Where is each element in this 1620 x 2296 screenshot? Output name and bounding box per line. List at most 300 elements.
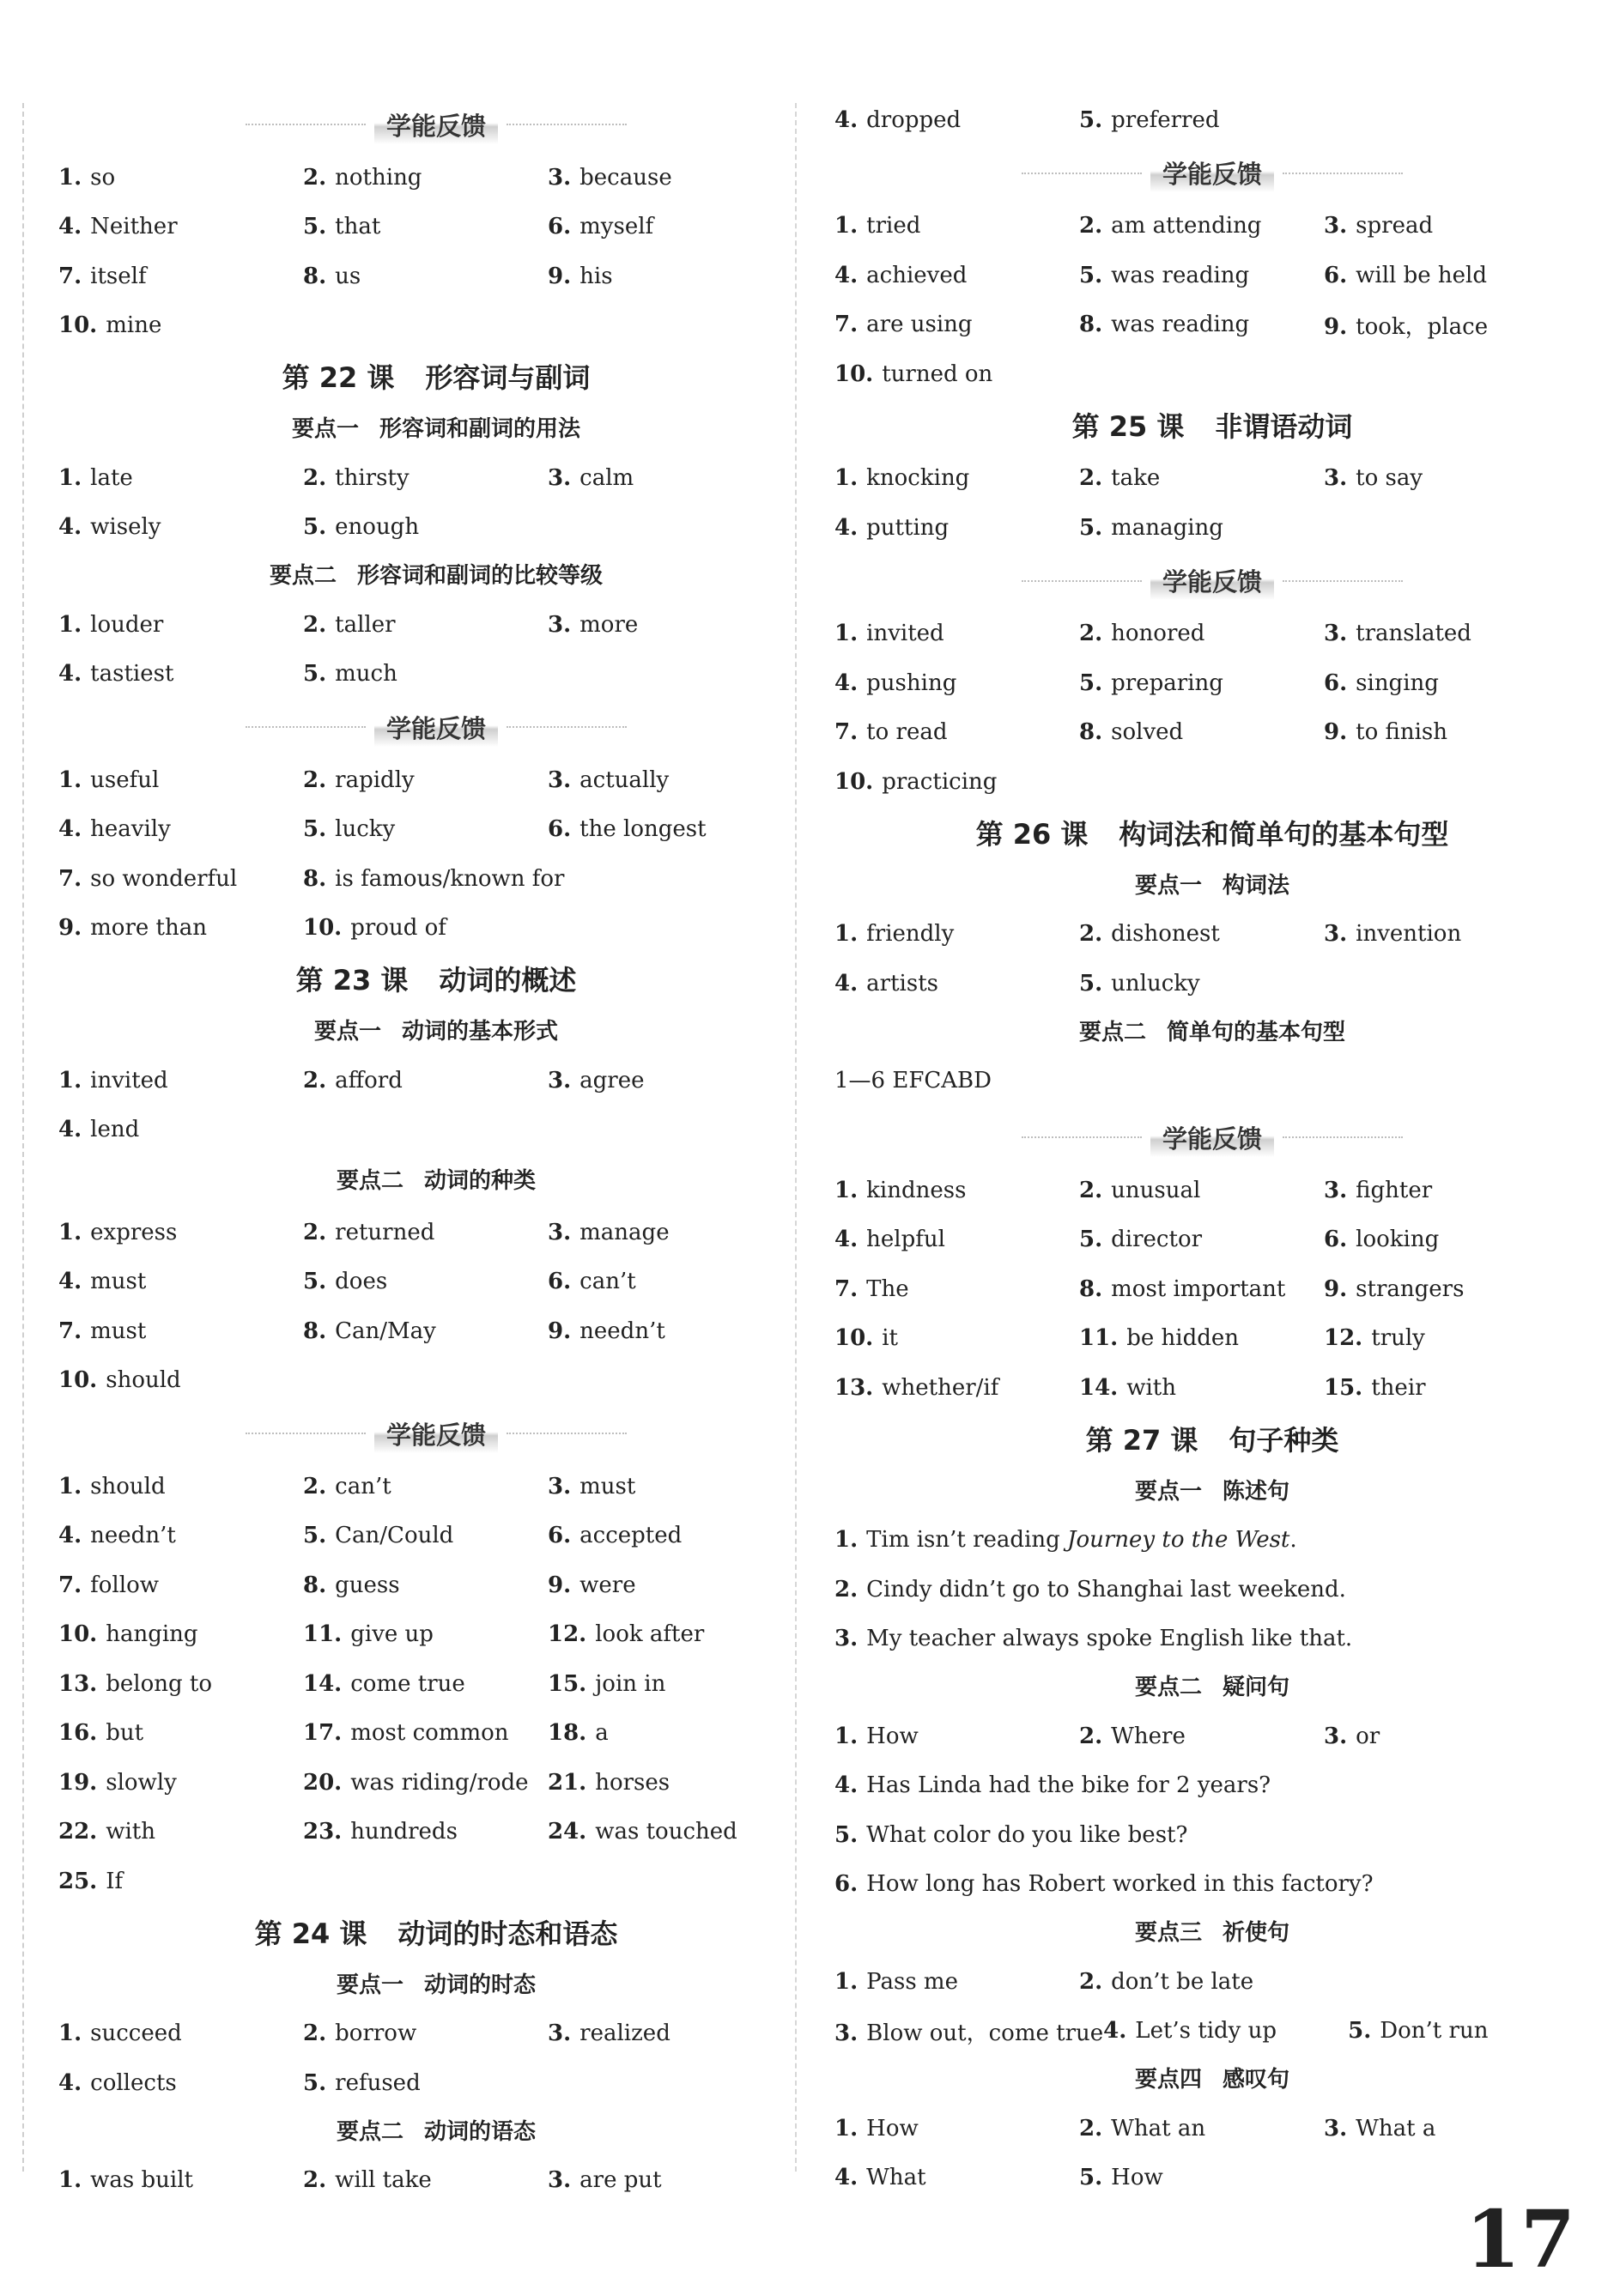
answer-item bbox=[548, 2167, 792, 2193]
answer-row bbox=[58, 805, 814, 855]
answer-text: Blow out，come true bbox=[866, 2020, 1104, 2046]
answer-item bbox=[1324, 213, 1568, 239]
keypoint-title bbox=[834, 1909, 1590, 1957]
answer-number: 9. bbox=[548, 1572, 572, 1598]
answer-item bbox=[1079, 2165, 1324, 2190]
sentence-end: . bbox=[1289, 1527, 1297, 1554]
answer-number: 1. bbox=[834, 213, 859, 239]
answer-text: slowly bbox=[106, 1769, 177, 1796]
answer-item bbox=[58, 1770, 303, 1796]
feedback-label: 学能反馈 bbox=[374, 106, 498, 144]
answer-row bbox=[58, 1056, 814, 1106]
answer-row bbox=[834, 959, 1590, 1009]
answer-number: 2. bbox=[834, 1576, 859, 1602]
answer-text: with bbox=[106, 1819, 155, 1845]
answer-item bbox=[834, 621, 1079, 646]
answer-text: rapidly bbox=[335, 766, 415, 793]
answer-item bbox=[834, 1724, 1079, 1749]
answer-number: 5. bbox=[1079, 970, 1103, 997]
answer-number: 4. bbox=[834, 1227, 859, 1253]
answer-number: 8. bbox=[303, 263, 327, 289]
keypoint-number: 要点二 bbox=[336, 1168, 403, 1194]
answer-item bbox=[1324, 1325, 1568, 1351]
answer-text: more than bbox=[90, 915, 207, 942]
answer-number: 2. bbox=[1079, 1968, 1103, 1995]
lesson-name: 形容词与副词 bbox=[425, 361, 591, 394]
answer-text: What an bbox=[1111, 2115, 1206, 2142]
answer-list bbox=[834, 609, 1590, 807]
answer-item bbox=[303, 1523, 548, 1548]
answer-number: 5. bbox=[1079, 262, 1103, 288]
answer-number: 4. bbox=[58, 214, 82, 240]
answer-item bbox=[834, 1276, 1079, 1302]
answer-text: to finish bbox=[1356, 719, 1448, 746]
answer-text: Pass me bbox=[866, 1968, 958, 1995]
answer-text: were bbox=[579, 1572, 636, 1598]
answer-text: am attending bbox=[1111, 213, 1262, 239]
answer-text: friendly bbox=[866, 921, 955, 948]
answer-item bbox=[1079, 621, 1324, 646]
keypoint-title bbox=[58, 1154, 814, 1208]
answer-number: 2. bbox=[303, 611, 327, 638]
answer-text: can’t bbox=[579, 1269, 636, 1295]
answer-row bbox=[58, 755, 814, 805]
answer-number: 3. bbox=[548, 611, 572, 638]
answer-text: take bbox=[1111, 465, 1161, 492]
answer-item bbox=[303, 866, 792, 892]
answer-text: artists bbox=[866, 970, 938, 997]
answer-number: 14. bbox=[1079, 1374, 1119, 1401]
answer-text: tried bbox=[866, 213, 921, 239]
answer-item bbox=[548, 612, 792, 638]
answer-list bbox=[834, 202, 1590, 399]
lesson-title bbox=[834, 399, 1590, 454]
answer-row bbox=[58, 1106, 814, 1155]
answer-number: 6. bbox=[548, 816, 572, 843]
answer-number: 3. bbox=[1324, 1723, 1348, 1749]
answer-text: invited bbox=[866, 621, 944, 647]
answer-text: Can/May bbox=[335, 1318, 436, 1344]
answer-row bbox=[834, 1761, 1590, 1811]
answer-number: 5. bbox=[303, 214, 327, 240]
answer-text: with bbox=[1126, 1374, 1176, 1401]
answer-number: 1. bbox=[58, 164, 82, 191]
answer-item bbox=[834, 769, 1079, 795]
answer-number: 12. bbox=[1324, 1325, 1363, 1352]
answer-list bbox=[58, 1462, 814, 1906]
sentence-text: My teacher always spoke English like that. bbox=[866, 1626, 1353, 1652]
answer-number: 13. bbox=[834, 1374, 874, 1401]
answer-row bbox=[834, 202, 1590, 251]
answer-text: returned bbox=[335, 1219, 435, 1245]
answer-text: translated bbox=[1356, 621, 1471, 647]
answer-list bbox=[58, 453, 814, 552]
keypoint-title bbox=[834, 862, 1590, 910]
answer-item bbox=[1324, 1178, 1568, 1203]
answer-text: louder bbox=[90, 611, 164, 638]
answer-item bbox=[1079, 312, 1324, 337]
answer-number: 4. bbox=[834, 970, 859, 997]
answer-text: calm bbox=[579, 464, 634, 491]
answer-text: unlucky bbox=[1111, 970, 1200, 997]
answer-text: afford bbox=[335, 1067, 403, 1093]
answer-text: us bbox=[335, 263, 361, 289]
sentence-text: Cindy didn’t go to Shanghai last weekend. bbox=[866, 1576, 1346, 1602]
answer-list bbox=[834, 1957, 1590, 2056]
answer-number: 21. bbox=[548, 1769, 587, 1796]
answer-number: 15. bbox=[548, 1670, 587, 1697]
answer-text: it bbox=[882, 1325, 898, 1352]
answer-item bbox=[834, 1969, 1079, 1995]
keypoint-title bbox=[58, 552, 814, 600]
answer-text: a bbox=[595, 1720, 609, 1747]
answer-text: nothing bbox=[335, 164, 422, 191]
answer-item bbox=[834, 1325, 1079, 1351]
answer-list bbox=[58, 153, 814, 350]
answer-number: 2. bbox=[303, 766, 327, 793]
answer-item bbox=[58, 866, 303, 892]
answer-number: 3. bbox=[548, 766, 572, 793]
answer-number: 5. bbox=[303, 816, 327, 843]
answer-row bbox=[58, 600, 814, 650]
answer-number: 1. bbox=[58, 1473, 82, 1499]
feedback-header bbox=[58, 699, 814, 755]
answer-row bbox=[834, 300, 1590, 350]
answer-item bbox=[1079, 921, 1324, 947]
answer-row bbox=[58, 503, 814, 553]
answer-number: 4. bbox=[58, 514, 82, 541]
answer-number: 4. bbox=[58, 1269, 82, 1295]
answer-row bbox=[58, 1808, 814, 1857]
answer-text: proud of bbox=[350, 915, 446, 942]
answer-text: can’t bbox=[335, 1473, 391, 1499]
dotted-rule bbox=[246, 726, 366, 728]
answer-number: 4. bbox=[834, 2165, 859, 2191]
answer-number: 2. bbox=[1079, 213, 1103, 239]
answer-item bbox=[834, 1822, 1590, 1848]
lesson-name: 动词的概述 bbox=[439, 964, 577, 997]
answer-row bbox=[58, 153, 814, 203]
answer-text: much bbox=[335, 661, 397, 688]
answer-item bbox=[834, 971, 1079, 997]
answer-item bbox=[1079, 1178, 1324, 1203]
answer-number: 3. bbox=[834, 1626, 859, 1652]
answer-row bbox=[834, 1565, 1590, 1614]
answer-number: 7. bbox=[834, 719, 859, 746]
feedback-label: 学能反馈 bbox=[1150, 1118, 1274, 1157]
answer-item bbox=[1079, 1375, 1324, 1401]
answer-row bbox=[58, 453, 814, 503]
answer-number: 5. bbox=[1348, 2018, 1372, 2045]
answer-number: 8. bbox=[1079, 719, 1103, 746]
answer-item bbox=[1324, 1227, 1568, 1252]
answer-number: 2. bbox=[1079, 921, 1103, 948]
answer-item bbox=[834, 1178, 1079, 1203]
book-title: Journey to the West bbox=[1067, 1527, 1290, 1554]
answer-text: dropped bbox=[866, 106, 962, 133]
answer-item bbox=[58, 165, 303, 191]
answer-text: wisely bbox=[90, 514, 161, 541]
answer-text: needn’t bbox=[579, 1318, 665, 1344]
answer-item bbox=[1324, 309, 1568, 341]
answer-item bbox=[303, 2070, 548, 2096]
answer-item bbox=[548, 1269, 792, 1294]
answer-item bbox=[834, 921, 1079, 947]
answer-text: Can/Could bbox=[335, 1523, 454, 1549]
answer-text: director bbox=[1111, 1227, 1203, 1253]
answer-item bbox=[303, 1474, 548, 1499]
answer-text: The bbox=[866, 1275, 909, 1302]
answer-item bbox=[1324, 465, 1568, 491]
answer-item bbox=[548, 1572, 792, 1598]
answer-text: If bbox=[106, 1868, 124, 1894]
answer-row bbox=[58, 1758, 814, 1808]
answer-number: 5. bbox=[303, 1269, 327, 1295]
answer-text: are using bbox=[866, 312, 973, 338]
answer-number: 10. bbox=[58, 312, 98, 339]
answer-text: mine bbox=[106, 312, 162, 339]
lesson-number: 第 26 课 bbox=[975, 817, 1089, 851]
answer-text: should bbox=[106, 1367, 181, 1394]
answer-item bbox=[834, 1871, 1590, 1897]
answer-text: solved bbox=[1111, 719, 1184, 746]
answer-item bbox=[58, 1720, 303, 1746]
answer-number: 3. bbox=[548, 164, 572, 191]
answer-number: 5. bbox=[303, 661, 327, 688]
right-column bbox=[834, 96, 1590, 2202]
feedback-label: 学能反馈 bbox=[1150, 561, 1274, 600]
answer-number: 4. bbox=[834, 106, 859, 133]
answer-number: 7. bbox=[58, 865, 82, 892]
keypoint-name: 形容词和副词的比较等级 bbox=[357, 563, 604, 589]
answer-item bbox=[834, 213, 1079, 239]
answer-item bbox=[834, 465, 1079, 491]
answer-text: turned on bbox=[882, 360, 993, 387]
answer-item bbox=[548, 1671, 792, 1697]
answer-number: 10. bbox=[303, 915, 343, 942]
answer-number: 6. bbox=[1324, 669, 1348, 696]
answer-text: What a bbox=[1356, 2115, 1436, 2142]
answer-number: 1. bbox=[58, 611, 82, 638]
answer-number: 4. bbox=[834, 1772, 859, 1799]
answer-number: 8. bbox=[303, 1572, 327, 1598]
sentence-text: What color do you like best? bbox=[866, 1821, 1188, 1848]
answer-text: 1—6 EFCABD bbox=[834, 1068, 992, 1094]
answer-number: 1. bbox=[58, 2020, 82, 2047]
answer-text: putting bbox=[866, 514, 950, 541]
answer-text: be hidden bbox=[1126, 1325, 1240, 1352]
keypoint-title bbox=[58, 2108, 814, 2156]
answer-item bbox=[58, 214, 303, 239]
answer-item bbox=[303, 661, 548, 687]
answer-number: 7. bbox=[58, 1318, 82, 1344]
answer-number: 3. bbox=[1324, 465, 1348, 492]
lesson-name: 构词法和简单句的基本句型 bbox=[1119, 817, 1449, 851]
answer-number: 5. bbox=[303, 514, 327, 541]
answer-item bbox=[1324, 1375, 1568, 1401]
answer-number: 11. bbox=[1079, 1325, 1119, 1352]
answer-text: to read bbox=[866, 719, 948, 746]
dotted-rule bbox=[507, 124, 627, 125]
answer-text: fighter bbox=[1356, 1177, 1433, 1203]
keypoint-number: 要点一 bbox=[313, 1019, 381, 1045]
answer-item bbox=[1079, 515, 1324, 541]
answer-item bbox=[303, 2020, 548, 2046]
answer-item bbox=[548, 1318, 792, 1344]
sentence-text: Has Linda had the bike for 2 years? bbox=[866, 1772, 1271, 1799]
answer-item bbox=[303, 165, 548, 191]
answer-number: 12. bbox=[548, 1621, 587, 1648]
keypoint-number: 要点二 bbox=[1134, 1675, 1202, 1700]
answer-text: guess bbox=[335, 1572, 400, 1598]
answer-number: 5. bbox=[1079, 2165, 1103, 2191]
answer-text: or bbox=[1356, 1723, 1380, 1749]
keypoint-number: 要点三 bbox=[1134, 1920, 1202, 1946]
answer-number: 10. bbox=[834, 360, 874, 387]
answer-item bbox=[58, 1269, 303, 1294]
answer-text: but bbox=[106, 1720, 144, 1747]
answer-number: 9. bbox=[1324, 1275, 1348, 1302]
answer-text: was built bbox=[90, 2167, 193, 2194]
answer-row bbox=[834, 1215, 1590, 1265]
answer-item bbox=[834, 1375, 1079, 1401]
dotted-rule bbox=[1283, 173, 1403, 174]
feedback-header bbox=[834, 145, 1590, 202]
answer-item bbox=[303, 1621, 548, 1647]
answer-row bbox=[58, 301, 814, 351]
answer-text: lend bbox=[90, 1117, 140, 1143]
answer-row bbox=[58, 1610, 814, 1660]
answer-item bbox=[58, 1474, 303, 1499]
answer-number: 3. bbox=[548, 2020, 572, 2047]
lesson-title bbox=[58, 350, 814, 405]
answer-text: How bbox=[866, 1723, 919, 1749]
answer-number: 24. bbox=[548, 1819, 587, 1845]
answer-text: Where bbox=[1111, 1723, 1186, 1749]
answer-item bbox=[58, 1523, 303, 1548]
answer-item bbox=[548, 1220, 792, 1245]
answer-text: look after bbox=[595, 1621, 705, 1648]
keypoint-number: 要点二 bbox=[269, 563, 337, 589]
answer-text: horses bbox=[595, 1769, 670, 1796]
answer-number: 4. bbox=[58, 1523, 82, 1549]
answer-item bbox=[303, 1068, 548, 1093]
answer-number: 5. bbox=[1079, 106, 1103, 133]
answer-row bbox=[58, 650, 814, 700]
answer-text: itself bbox=[90, 263, 147, 289]
answer-text: heavily bbox=[90, 816, 171, 843]
answer-number: 2. bbox=[303, 1473, 327, 1499]
answer-number: 9. bbox=[1324, 313, 1348, 340]
answer-item bbox=[58, 661, 303, 687]
answer-item bbox=[834, 1227, 1079, 1252]
answer-number: 1. bbox=[834, 465, 859, 492]
answer-text: managing bbox=[1111, 514, 1223, 541]
answer-number: 2. bbox=[1079, 465, 1103, 492]
keypoint-name: 动词的语态 bbox=[424, 2118, 537, 2145]
answer-item bbox=[548, 1819, 792, 1845]
answer-text: will be held bbox=[1356, 262, 1488, 288]
answer-number: 10. bbox=[834, 768, 874, 795]
answer-number: 4. bbox=[834, 669, 859, 696]
answer-item bbox=[1103, 2018, 1348, 2044]
answer-text: invited bbox=[90, 1067, 168, 1093]
answer-row bbox=[58, 1511, 814, 1561]
answer-row bbox=[834, 1860, 1590, 1910]
answer-item bbox=[303, 214, 548, 239]
answer-row bbox=[58, 1659, 814, 1709]
answer-text: belong to bbox=[106, 1670, 212, 1697]
answer-item bbox=[58, 1819, 303, 1845]
answer-item bbox=[548, 816, 792, 842]
answer-number: 6. bbox=[1324, 262, 1348, 288]
answer-text: lucky bbox=[335, 816, 396, 843]
answer-item bbox=[834, 107, 1079, 133]
answer-row bbox=[58, 1208, 814, 1257]
answer-text: How bbox=[866, 2115, 919, 2142]
answer-row bbox=[834, 1264, 1590, 1314]
answer-text: must bbox=[90, 1318, 147, 1344]
keypoint-number: 要点一 bbox=[336, 1972, 403, 1998]
answer-row bbox=[834, 1166, 1590, 1215]
answer-item bbox=[58, 1621, 303, 1647]
lesson-title bbox=[834, 1413, 1590, 1468]
answer-row bbox=[834, 251, 1590, 300]
answer-list bbox=[58, 755, 814, 953]
answer-number: 1. bbox=[834, 1527, 859, 1554]
answer-list bbox=[58, 1208, 814, 1405]
answer-item bbox=[58, 2020, 303, 2046]
answer-text: Don’t run bbox=[1380, 2018, 1489, 2045]
answer-number: 2. bbox=[303, 1219, 327, 1245]
answer-row bbox=[834, 2104, 1590, 2154]
feedback-header bbox=[58, 1405, 814, 1462]
answer-item bbox=[1324, 670, 1568, 696]
lesson-number: 第 23 课 bbox=[295, 964, 409, 997]
keypoint-name: 形容词和副词的用法 bbox=[379, 416, 581, 442]
answer-number: 10. bbox=[58, 1367, 98, 1394]
answer-item bbox=[58, 767, 303, 793]
answer-number: 2. bbox=[303, 2167, 327, 2194]
answer-text: Neither bbox=[90, 214, 178, 240]
answer-item bbox=[58, 1572, 303, 1598]
keypoint-number: 要点一 bbox=[1134, 1478, 1202, 1505]
answer-text: helpful bbox=[866, 1227, 945, 1253]
answer-item bbox=[834, 361, 1079, 387]
answer-item bbox=[548, 165, 792, 191]
answer-text: useful bbox=[90, 766, 160, 793]
answer-number: 10. bbox=[58, 1621, 98, 1648]
answer-number: 5. bbox=[1079, 669, 1103, 696]
answer-text: borrow bbox=[335, 2020, 417, 2047]
dotted-rule bbox=[246, 1433, 366, 1434]
answer-item bbox=[1324, 719, 1568, 745]
answer-item bbox=[834, 670, 1079, 696]
page-edge-line bbox=[22, 103, 24, 2172]
answer-number: 22. bbox=[58, 1819, 98, 1845]
answer-list bbox=[58, 1056, 814, 1154]
answer-text: so bbox=[90, 164, 116, 191]
answer-row bbox=[834, 708, 1590, 758]
answer-item bbox=[834, 2165, 1079, 2190]
answer-number: 3. bbox=[1324, 921, 1348, 948]
answer-number: 4. bbox=[834, 514, 859, 541]
answer-number: 2. bbox=[1079, 621, 1103, 647]
answer-item bbox=[1079, 263, 1324, 288]
answer-text: invention bbox=[1356, 921, 1462, 948]
answer-number: 3. bbox=[548, 1473, 572, 1499]
answer-item bbox=[58, 1068, 303, 1093]
